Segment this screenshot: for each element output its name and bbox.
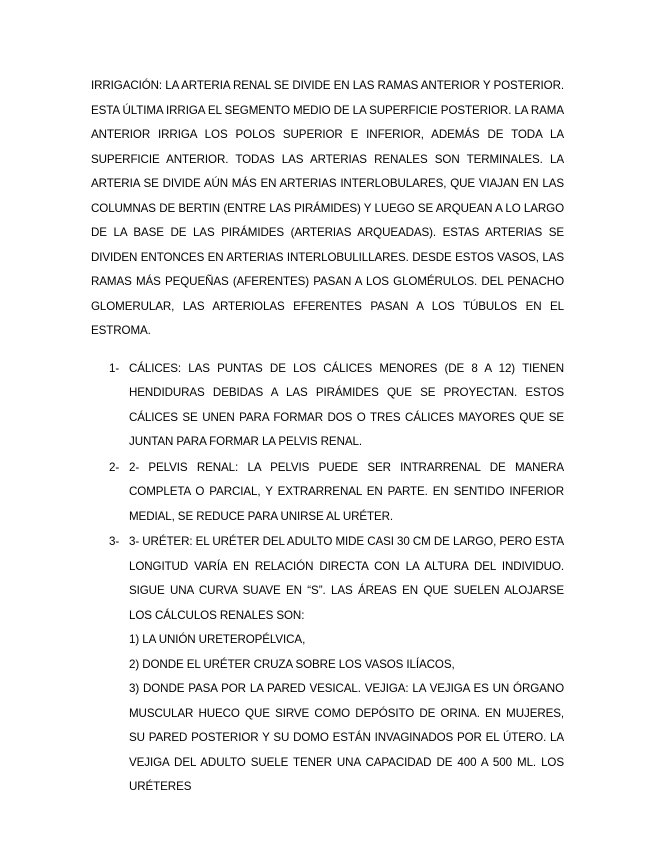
list-item-pelvis-renal <box>91 456 564 530</box>
list-item-text: 3- URÉTER: EL URÉTER DEL ADULTO MIDE CASI 30 CM DE LARGO, PERO ESTA LONGITUD VARÍA EN RELACIÓN DIRECTA CON LA ALTURA DEL INDIVIDUO. SIGUE UNA CURVA SUAVE EN “S”. LAS ÁREAS EN QUE SUELEN ALOJARSE LOS CÁLCULOS RENALES SON: <box>129 535 564 622</box>
sublist-item: 2) DONDE EL URÉTER CRUZA SOBRE LOS VASOS ILÍACOS, <box>129 657 455 671</box>
list-item-ureter <box>91 530 564 800</box>
irrigacion-paragraph: IRRIGACIÓN: LA ARTERIA RENAL SE DIVIDE EN LAS RAMAS ANTERIOR Y POSTERIOR. ESTA ÚLTIMA IRRIGA EL SEGMENTO MEDIO DE LA SUPERFICIE POSTERIOR. LA RAMA ANTERIOR IRRIGA LOS POLOS SUPERIOR E INFERIOR, ADEMÁS DE TODA LA SUPERFICIE ANTERIOR. TODAS LAS ARTERIAS RENALES SON TERMINALES. LA ARTERIA SE DIVIDE AÚN MÁS EN ARTERIAS INTERLOBULARES, QUE VIAJAN EN LAS COLUMNAS DE BERTIN (ENTRE LAS PIRÁMIDES) Y LUEGO SE ARQUEAN A LO LARGO DE LA BASE DE LAS PIRÁMIDES (ARTERIAS ARQUEADAS). ESTAS ARTERIAS SE DIVIDEN ENTONCES EN ARTERIAS INTERLOBULILLARES. DESDE ESTOS VASOS, LAS RAMAS MÁS PEQUEÑAS (AFERENTES) PASAN A LOS GLOMÉRULOS. DEL PENACHO GLOMERULAR, LAS ARTERIOLAS EFERENTES PASAN A LOS TÚBULOS EN EL ESTROMA. <box>91 79 564 337</box>
list-item-text: CÁLICES: LAS PUNTAS DE LOS CÁLICES MENORES (DE 8 A 12) TIENEN HENDIDURAS DEBIDAS A LAS PIRÁMIDES QUE SE PROYECTAN. ESTOS CÁLICES SE UNEN PARA FORMAR DOS O TRES CÁLICES MAYORES QUE SE JUNTAN PARA FORMAR LA PELVIS RENAL. <box>129 361 564 448</box>
sublist-item: 1) LA UNIÓN URETEROPÉLVICA, <box>129 633 306 646</box>
list-marker: 2- <box>109 460 120 474</box>
list-marker: 1- <box>109 361 120 375</box>
list-item-text: 2- PELVIS RENAL: LA PELVIS PUEDE SER INTRARRENAL DE MANERA COMPLETA O PARCIAL, Y EXTRARRENAL EN PARTE. EN SENTIDO INFERIOR MEDIAL, SE REDUCE PARA UNIRSE AL URÉTER. <box>129 460 564 523</box>
document-body <box>91 74 564 800</box>
sublist-item: 3) DONDE PASA POR LA PARED VESICAL. VEJIGA: LA VEJIGA ES UN ÓRGANO MUSCULAR HUECO QUE SIRVE COMO DEPÓSITO DE ORINA. EN MUJERES, SU PARED POSTERIOR Y SU DOMO ESTÁN INVAGINADOS POR EL ÚTERO. LA VEJIGA DEL ADULTO SUELE TENER UNA CAPACIDAD DE 400 A 500 ML. LOS URÉTERES <box>129 682 564 793</box>
anatomy-list <box>91 357 564 800</box>
list-item-calices <box>91 357 564 455</box>
list-marker: 3- <box>109 535 120 548</box>
